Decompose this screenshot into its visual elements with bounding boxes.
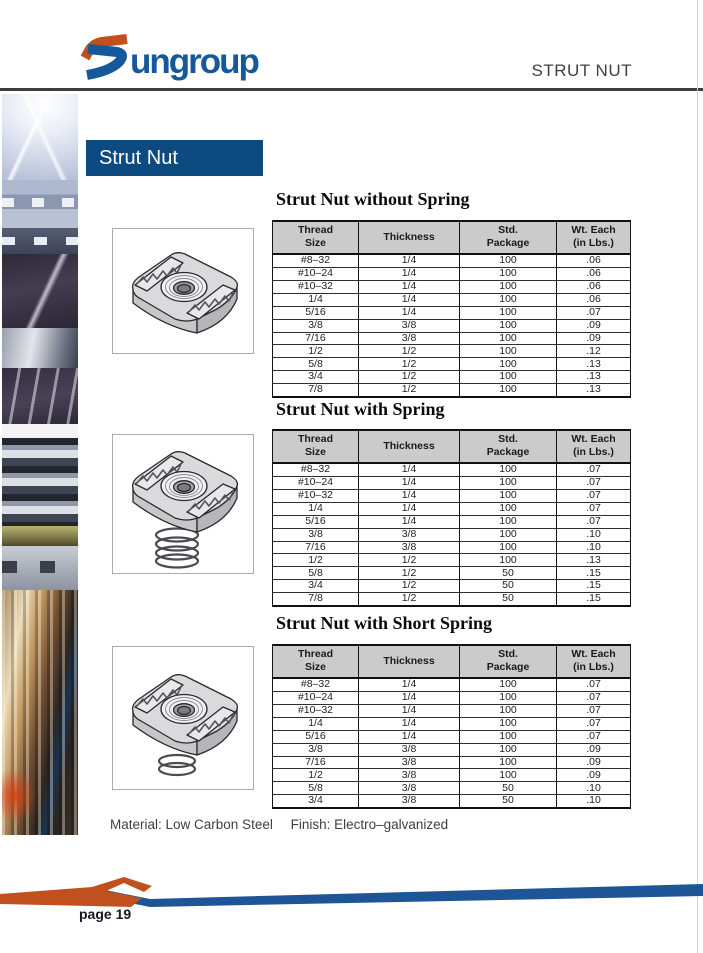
photo-strip-segment	[2, 590, 78, 835]
table-cell: #10–32	[273, 281, 359, 294]
table-cell: 1/4	[359, 730, 460, 743]
table-cell: 3/8	[359, 756, 460, 769]
header-product-label: STRUT NUT	[531, 61, 632, 80]
page-edge-line	[697, 0, 698, 953]
table-cell: 7/16	[273, 541, 359, 554]
table-row	[273, 281, 631, 294]
table-cell: 100	[460, 769, 557, 782]
table-cell: 1/2	[359, 358, 460, 371]
table-cell: 100	[460, 541, 557, 554]
table-cell: .13	[557, 371, 631, 384]
table-cell: 7/16	[273, 756, 359, 769]
table-cell: 5/16	[273, 730, 359, 743]
column-header: Wt. Each (in Lbs.)	[557, 430, 631, 463]
section-title-with-spring: Strut Nut with Spring	[276, 399, 445, 419]
column-header: Std. Package	[460, 430, 557, 463]
table-row	[273, 705, 631, 718]
table-cell: 1/4	[359, 293, 460, 306]
table-cell: 100	[460, 502, 557, 515]
table-cell: 1/4	[359, 268, 460, 281]
strut-nut-with-spring-drawing	[113, 435, 253, 571]
table-cell: 1/4	[359, 705, 460, 718]
table-cell: 1/2	[359, 384, 460, 397]
table-row	[273, 528, 631, 541]
table-cell: 100	[460, 306, 557, 319]
table-cell: 1/2	[359, 567, 460, 580]
table-cell: 3/8	[359, 541, 460, 554]
table-row	[273, 515, 631, 528]
table-cell: .12	[557, 345, 631, 358]
table-cell: 100	[460, 554, 557, 567]
table-cell: .07	[557, 705, 631, 718]
table-row	[273, 306, 631, 319]
table-cell: 1/2	[359, 554, 460, 567]
photo-strip-segment	[2, 94, 78, 180]
table-row	[273, 384, 631, 397]
table-cell: .13	[557, 554, 631, 567]
footer-orange-band	[0, 877, 152, 907]
table-cell: 3/8	[273, 528, 359, 541]
table-row	[273, 782, 631, 795]
table-cell: 100	[460, 371, 557, 384]
table-cell: 100	[460, 490, 557, 503]
table-cell: 100	[460, 281, 557, 294]
strut-nut-drawing	[113, 229, 253, 351]
column-header: Thread Size	[273, 221, 359, 254]
table-cell: 100	[460, 515, 557, 528]
table-cell: .06	[557, 281, 631, 294]
table-cell: 3/4	[273, 795, 359, 808]
table-row	[273, 319, 631, 332]
table-cell: 100	[460, 528, 557, 541]
table-row	[273, 332, 631, 345]
table-cell: 1/4	[273, 502, 359, 515]
table-row	[273, 756, 631, 769]
table-cell: 7/8	[273, 384, 359, 397]
sungroup-logo	[73, 24, 273, 86]
table-cell: 100	[460, 705, 557, 718]
table-cell: 5/8	[273, 567, 359, 580]
table-row	[273, 463, 631, 476]
table-cell: .07	[557, 490, 631, 503]
material-finish-line	[110, 817, 462, 832]
strut-nut-image-with-short-spring	[112, 646, 254, 790]
table-cell: 1/4	[359, 254, 460, 267]
photo-strip-segment	[2, 546, 78, 590]
table-row	[273, 502, 631, 515]
table-cell: #8–32	[273, 463, 359, 476]
table-row	[273, 678, 631, 691]
spec-table-with-short-spring	[272, 644, 631, 809]
table-cell: 3/8	[359, 528, 460, 541]
table-cell: .15	[557, 580, 631, 593]
column-header: Wt. Each (in Lbs.)	[557, 221, 631, 254]
table-cell: .09	[557, 743, 631, 756]
table-cell: 3/4	[273, 371, 359, 384]
photo-strip-segment	[2, 254, 78, 328]
table-cell: 1/4	[359, 692, 460, 705]
table-cell: .07	[557, 730, 631, 743]
column-header: Wt. Each (in Lbs.)	[557, 645, 631, 678]
column-header: Thickness	[359, 221, 460, 254]
table-cell: .09	[557, 756, 631, 769]
table-cell: .15	[557, 567, 631, 580]
table-cell: .06	[557, 254, 631, 267]
table-row	[273, 717, 631, 730]
table-cell: 7/16	[273, 332, 359, 345]
table-cell: #8–32	[273, 254, 359, 267]
photo-strip-segment	[2, 180, 78, 228]
table-cell: 1/2	[359, 371, 460, 384]
table-cell: 5/16	[273, 515, 359, 528]
table-cell: #10–24	[273, 477, 359, 490]
table-cell: 5/8	[273, 358, 359, 371]
column-header: Std. Package	[460, 645, 557, 678]
table-row	[273, 490, 631, 503]
table-cell: 3/8	[359, 743, 460, 756]
footer-blue-band	[85, 884, 703, 907]
table-header-row	[273, 645, 631, 678]
table-cell: .07	[557, 306, 631, 319]
table-cell: 100	[460, 332, 557, 345]
table-header-row	[273, 430, 631, 463]
table-cell: 1/4	[359, 502, 460, 515]
page-title-bar	[86, 140, 263, 176]
table-cell: 3/8	[359, 782, 460, 795]
column-header: Std. Package	[460, 221, 557, 254]
table-row	[273, 541, 631, 554]
table-cell: 100	[460, 358, 557, 371]
column-header: Thickness	[359, 645, 460, 678]
photo-strip-segment	[2, 228, 78, 254]
table-cell: #10–32	[273, 490, 359, 503]
table-cell: 100	[460, 730, 557, 743]
page-number: page 19	[79, 906, 132, 922]
table-cell: #10–32	[273, 705, 359, 718]
table-cell: 100	[460, 345, 557, 358]
table-cell: 1/4	[273, 293, 359, 306]
table-cell: 1/4	[359, 717, 460, 730]
table-row	[273, 580, 631, 593]
table-cell: 3/8	[359, 769, 460, 782]
header-rule	[0, 88, 703, 91]
table-cell: 100	[460, 319, 557, 332]
finish-note: Finish: Electro–galvanized	[290, 817, 449, 832]
column-header: Thickness	[359, 430, 460, 463]
table-row	[273, 593, 631, 606]
strut-nut-with-short-spring-drawing	[113, 647, 253, 787]
table-cell: .10	[557, 782, 631, 795]
table-cell: 100	[460, 463, 557, 476]
table-cell: .15	[557, 593, 631, 606]
table-row	[273, 268, 631, 281]
table-cell: #10–24	[273, 268, 359, 281]
strut-nut-image-with-spring	[112, 434, 254, 574]
table-cell: .10	[557, 541, 631, 554]
table-cell: .09	[557, 769, 631, 782]
table-cell: 1/2	[359, 593, 460, 606]
table-cell: 1/4	[359, 463, 460, 476]
table-cell: 3/4	[273, 580, 359, 593]
table-cell: 3/8	[359, 332, 460, 345]
table-cell: 1/2	[359, 345, 460, 358]
table-cell: 50	[460, 580, 557, 593]
table-cell: .09	[557, 332, 631, 345]
table-row	[273, 567, 631, 580]
material-note: Material: Low Carbon Steel	[110, 817, 273, 832]
table-cell: 3/8	[359, 319, 460, 332]
table-cell: 1/4	[359, 678, 460, 691]
table-row	[273, 730, 631, 743]
spec-table-with-spring	[272, 429, 631, 607]
spec-table-without-spring	[272, 220, 631, 398]
column-header: Thread Size	[273, 430, 359, 463]
table-row	[273, 769, 631, 782]
photo-strip-segment	[2, 438, 78, 526]
photo-strip-segment	[2, 368, 78, 424]
table-cell: .07	[557, 463, 631, 476]
page-title: Strut Nut	[99, 147, 178, 169]
table-cell: .09	[557, 319, 631, 332]
table-cell: #8–32	[273, 678, 359, 691]
table-cell: 100	[460, 678, 557, 691]
section-title-with-short-spring: Strut Nut with Short Spring	[276, 613, 493, 633]
logo-wordmark: ungroup	[130, 42, 258, 81]
table-cell: 100	[460, 268, 557, 281]
table-cell: .07	[557, 717, 631, 730]
table-cell: 1/2	[359, 580, 460, 593]
table-cell: .06	[557, 268, 631, 281]
short-spring-coils	[159, 755, 195, 775]
table-row	[273, 345, 631, 358]
table-row	[273, 358, 631, 371]
table-row	[273, 254, 631, 267]
table-cell: .07	[557, 515, 631, 528]
table-cell: .07	[557, 692, 631, 705]
table-cell: 5/8	[273, 782, 359, 795]
table-row	[273, 371, 631, 384]
photo-strip-segment	[2, 526, 78, 546]
side-photo-strip	[2, 94, 78, 875]
photo-strip-segment	[2, 328, 78, 368]
strut-nut-image-without-spring	[112, 228, 254, 354]
table-cell: 1/4	[359, 490, 460, 503]
table-row	[273, 795, 631, 808]
table-cell: 1/2	[273, 554, 359, 567]
table-cell: .10	[557, 795, 631, 808]
table-cell: 7/8	[273, 593, 359, 606]
table-row	[273, 293, 631, 306]
table-cell: .07	[557, 502, 631, 515]
table-cell: 1/4	[359, 281, 460, 294]
table-cell: 1/4	[359, 477, 460, 490]
table-row	[273, 477, 631, 490]
table-cell: #10–24	[273, 692, 359, 705]
table-cell: 100	[460, 384, 557, 397]
table-cell: 1/2	[273, 345, 359, 358]
table-cell: .07	[557, 477, 631, 490]
table-cell: .07	[557, 678, 631, 691]
column-header: Thread Size	[273, 645, 359, 678]
table-cell: 100	[460, 477, 557, 490]
table-cell: 50	[460, 782, 557, 795]
table-cell: 100	[460, 717, 557, 730]
table-cell: 100	[460, 692, 557, 705]
table-cell: 1/2	[273, 769, 359, 782]
photo-strip-segment	[2, 424, 78, 438]
table-header-row	[273, 221, 631, 254]
spring-coils	[156, 529, 198, 568]
logo-s-blue-stroke	[87, 49, 122, 75]
table-cell: 1/4	[273, 717, 359, 730]
table-cell: 1/4	[359, 306, 460, 319]
photo-strip-segment	[2, 835, 78, 875]
table-row	[273, 692, 631, 705]
table-cell: .10	[557, 528, 631, 541]
table-cell: .06	[557, 293, 631, 306]
table-cell: 5/16	[273, 306, 359, 319]
table-cell: 3/8	[273, 319, 359, 332]
table-cell: 100	[460, 293, 557, 306]
table-cell: 3/8	[359, 795, 460, 808]
section-title-without-spring: Strut Nut without Spring	[276, 189, 470, 209]
table-cell: .13	[557, 384, 631, 397]
table-cell: 3/8	[273, 743, 359, 756]
table-cell: 1/4	[359, 515, 460, 528]
table-cell: 100	[460, 756, 557, 769]
table-cell: 100	[460, 743, 557, 756]
table-cell: 50	[460, 795, 557, 808]
table-cell: 50	[460, 593, 557, 606]
table-cell: 50	[460, 567, 557, 580]
table-row	[273, 743, 631, 756]
table-row	[273, 554, 631, 567]
table-cell: 100	[460, 254, 557, 267]
table-cell: .13	[557, 358, 631, 371]
